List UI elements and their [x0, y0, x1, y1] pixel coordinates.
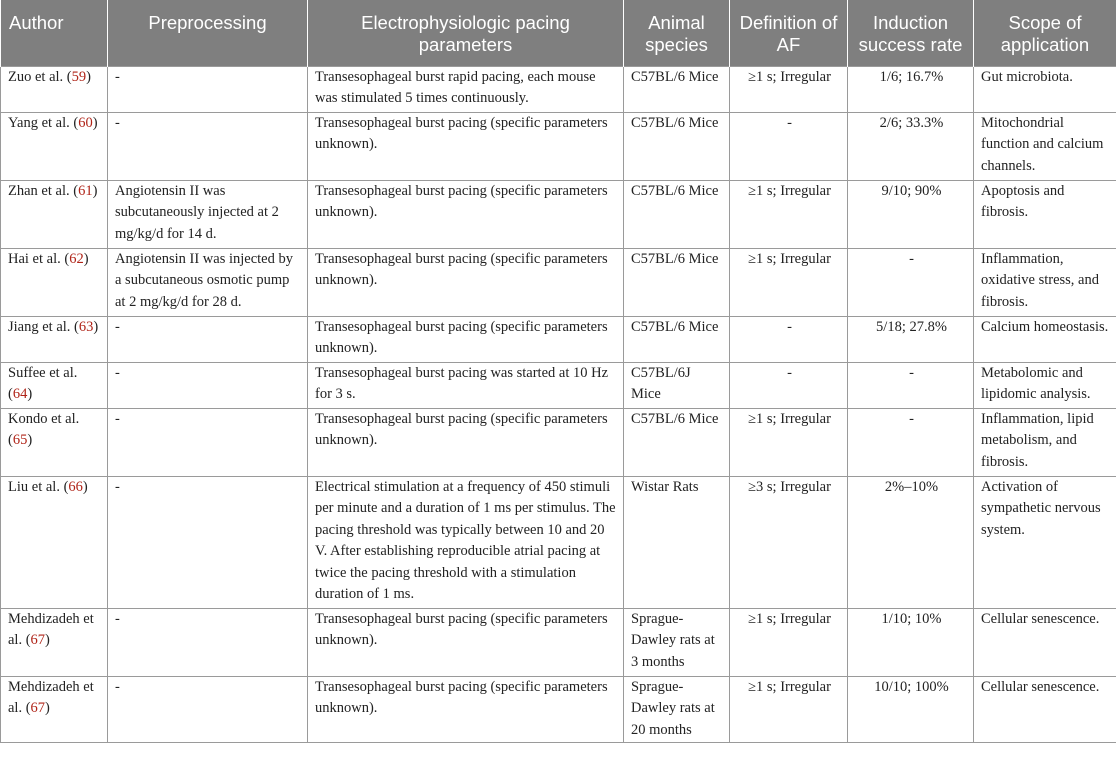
author-cell [1, 676, 108, 743]
definition-cell: - [730, 362, 848, 408]
preprocessing-cell: - [108, 476, 308, 608]
definition-cell: ≥3 s; Irregular [730, 476, 848, 608]
author-name: Liu et al. ( [8, 478, 69, 495]
induction-cell: 5/18; 27.8% [848, 316, 974, 362]
reference-link[interactable]: 64 [12, 386, 28, 403]
scope-cell: Inflammation, oxidative stress, and fibrosis. [974, 248, 1116, 316]
author-name: Yang et al. ( [8, 114, 79, 131]
author-name: Kondo et al. ( [8, 410, 80, 449]
preprocessing-cell: - [108, 408, 308, 476]
species-cell: C57BL/6 Mice [624, 112, 730, 180]
scope-cell: Mitochondrial function and calcium channels. [974, 112, 1116, 180]
scope-cell: Metabolomic and lipidomic analysis. [974, 362, 1116, 408]
author-paren-close: ) [45, 700, 50, 717]
induction-cell: 1/10; 10% [848, 608, 974, 676]
author-paren-close: ) [93, 318, 99, 335]
author-cell [1, 362, 108, 408]
header-pacing: Electrophysiologic pacing parameters [308, 0, 624, 66]
scope-cell: Gut microbiota. [974, 66, 1116, 112]
preprocessing-cell: Angiotensin II was subcutaneously injected at 2 mg/kg/d for 14 d. [108, 180, 308, 248]
definition-cell: ≥1 s; Irregular [730, 676, 848, 743]
definition-cell: ≥1 s; Irregular [730, 180, 848, 248]
preprocessing-cell: - [108, 66, 308, 112]
induction-cell: 2/6; 33.3% [848, 112, 974, 180]
reference-link[interactable]: 67 [30, 632, 46, 649]
preprocessing-cell: Angiotensin II was injected by a subcutaneous osmotic pump at 2 mg/kg/d for 28 d. [108, 248, 308, 316]
definition-cell: ≥1 s; Irregular [730, 248, 848, 316]
author-paren-close: ) [92, 114, 98, 131]
preprocessing-cell: - [108, 112, 308, 180]
definition-cell: - [730, 112, 848, 180]
species-cell: C57BL/6J Mice [624, 362, 730, 408]
pacing-cell: Transesophageal burst pacing (specific parameters unknown). [308, 676, 624, 743]
author-name: Hai et al. ( [8, 250, 70, 267]
author-name: Mehdizadeh et al. ( [8, 610, 94, 649]
reference-link[interactable]: 59 [71, 68, 87, 85]
pacing-cell: Electrical stimulation at a frequency of 450 stimuli per minute and a duration of 1 ms per stimulus. The pacing threshold was typically between 10 and 20 V. After establishing reproducible atrial pacing at twice the pacing threshold with a stimulation duration of 1 ms. [308, 476, 624, 608]
author-name: Jiang et al. ( [8, 318, 79, 335]
pacing-cell: Transesophageal burst pacing was started at 10 Hz for 3 s. [308, 362, 624, 408]
table-row [1, 316, 1116, 362]
species-cell: Sprague-Dawley rats at 3 months [624, 608, 730, 676]
author-paren-close: ) [45, 632, 50, 649]
author-paren-close: ) [86, 68, 91, 85]
table-row [1, 248, 1116, 316]
author-cell [1, 408, 108, 476]
table-row [1, 112, 1116, 180]
pacing-cell: Transesophageal burst pacing (specific parameters unknown). [308, 112, 624, 180]
author-name: Zuo et al. ( [8, 68, 72, 85]
pacing-cell: Transesophageal burst pacing (specific parameters unknown). [308, 408, 624, 476]
induction-cell: 2%–10% [848, 476, 974, 608]
preprocessing-cell: - [108, 676, 308, 743]
species-cell: Wistar Rats [624, 476, 730, 608]
pacing-cell: Transesophageal burst pacing (specific parameters unknown). [308, 248, 624, 316]
author-name: Zhan et al. ( [8, 182, 79, 199]
species-cell: Sprague-Dawley rats at 20 months [624, 676, 730, 743]
table-row [1, 608, 1116, 676]
pacing-cell: Transesophageal burst pacing (specific parameters unknown). [308, 180, 624, 248]
induction-cell: - [848, 248, 974, 316]
table-row [1, 408, 1116, 476]
header-definition: Definition of AF [730, 0, 848, 66]
author-cell [1, 608, 108, 676]
author-cell [1, 180, 108, 248]
author-paren-close: ) [92, 182, 98, 199]
reference-link[interactable]: 65 [12, 432, 28, 449]
species-cell: C57BL/6 Mice [624, 66, 730, 112]
scope-cell: Apoptosis and fibrosis. [974, 180, 1116, 248]
author-name: Suffee et al. ( [8, 364, 78, 403]
reference-link[interactable]: 63 [78, 318, 94, 335]
reference-link[interactable]: 61 [78, 182, 93, 199]
definition-cell: - [730, 316, 848, 362]
table-row [1, 180, 1116, 248]
species-cell: C57BL/6 Mice [624, 248, 730, 316]
induction-cell: - [848, 408, 974, 476]
induction-cell: - [848, 362, 974, 408]
induction-cell: 1/6; 16.7% [848, 66, 974, 112]
preprocessing-cell: - [108, 608, 308, 676]
table-row [1, 362, 1116, 408]
header-author: Author [1, 0, 108, 66]
author-cell [1, 66, 108, 112]
author-name: Mehdizadeh et al. ( [8, 678, 94, 717]
author-paren-close: ) [27, 432, 33, 449]
definition-cell: ≥1 s; Irregular [730, 408, 848, 476]
author-cell [1, 112, 108, 180]
header-induction: Induction success rate [848, 0, 974, 66]
reference-link[interactable]: 62 [69, 250, 84, 267]
preprocessing-cell: - [108, 316, 308, 362]
definition-cell: ≥1 s; Irregular [730, 608, 848, 676]
author-paren-close: ) [83, 250, 89, 267]
induction-cell: 9/10; 90% [848, 180, 974, 248]
pacing-cell: Transesophageal burst rapid pacing, each mouse was stimulated 5 times continuously. [308, 66, 624, 112]
author-paren-close: ) [27, 386, 33, 403]
table-row [1, 66, 1116, 112]
definition-cell: ≥1 s; Irregular [730, 66, 848, 112]
header-preprocessing: Preprocessing [108, 0, 308, 66]
species-cell: C57BL/6 Mice [624, 180, 730, 248]
reference-link[interactable]: 60 [78, 114, 93, 131]
scope-cell: Inflammation, lipid metabolism, and fibrosis. [974, 408, 1116, 476]
scope-cell: Cellular senescence. [974, 676, 1116, 743]
induction-cell: 10/10; 100% [848, 676, 974, 743]
pacing-cell: Transesophageal burst pacing (specific parameters unknown). [308, 608, 624, 676]
author-paren-close: ) [82, 478, 88, 495]
table-row [1, 676, 1116, 743]
author-cell [1, 248, 108, 316]
pacing-cell: Transesophageal burst pacing (specific parameters unknown). [308, 316, 624, 362]
author-cell [1, 316, 108, 362]
table-row [1, 476, 1116, 608]
scope-cell: Calcium homeostasis. [974, 316, 1116, 362]
scope-cell: Activation of sympathetic nervous system. [974, 476, 1116, 608]
header-scope: Scope of application [974, 0, 1116, 66]
preprocessing-cell: - [108, 362, 308, 408]
species-cell: C57BL/6 Mice [624, 316, 730, 362]
header-row [1, 0, 1116, 66]
scope-cell: Cellular senescence. [974, 608, 1116, 676]
reference-link[interactable]: 67 [30, 700, 46, 717]
species-cell: C57BL/6 Mice [624, 408, 730, 476]
reference-link[interactable]: 66 [68, 478, 83, 495]
table-body [1, 66, 1116, 743]
header-species: Animal species [624, 0, 730, 66]
author-cell [1, 476, 108, 608]
